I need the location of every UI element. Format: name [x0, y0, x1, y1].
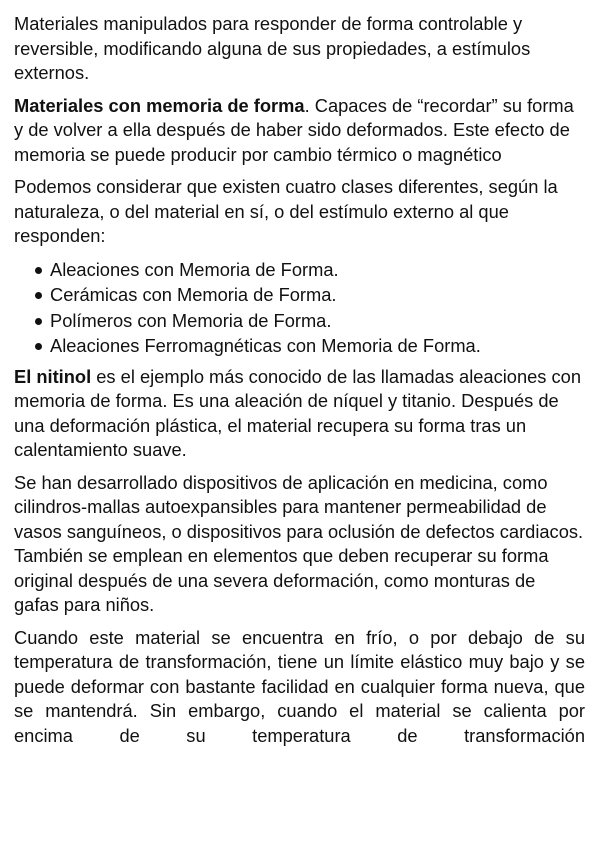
memoria-term: Materiales con memoria de forma: [14, 94, 305, 116]
list-item: Aleaciones Ferromagnéticas con Memoria de Forma.: [50, 333, 585, 359]
aplicaciones-paragraph: Se han desarrollado dispositivos de aplicación en medicina, como cilindros-mallas autoexpansibles para mantener permeabilidad de vasos sanguíneos, o dispositivos para oclusión de defectos cardiacos. También se emplean en elementos que deben recuperar su forma original después de una severa deformación, como monturas de gafas para niños.: [14, 471, 584, 615]
nitinol-paragraph: [14, 365, 585, 463]
list-item: Cerámicas con Memoria de Forma.: [50, 282, 585, 308]
memoria-text: . Capaces de “recordar” su forma y de volver a ella después de haber sido deformados. Este efecto de memoria se puede producir por cambio térmico o magnético: [14, 94, 574, 165]
frio-paragraph: Cuando este material se encuentra en frío, o por debajo de su temperatura de transformación, tiene un límite elástico muy bajo y se puede deformar con bastante facilidad en cualquier forma nueva, que se mantendrá. Sin embargo, cuando el material se calienta por encima de su temperatura de transformación: [14, 626, 585, 746]
nitinol-text: es el ejemplo más conocido de las llamadas aleaciones con memoria de forma. Es una aleación de níquel y titanio. Después de una deformación plástica, el material recupera su forma tras un calentamiento suave.: [14, 365, 581, 460]
clases-intro-paragraph: Podemos considerar que existen cuatro clases diferentes, según la naturaleza, o del material en sí, o del estímulo externo al que responden:: [14, 176, 558, 246]
memoria-paragraph: [14, 94, 585, 168]
list-item: Aleaciones con Memoria de Forma.: [50, 257, 585, 283]
clases-list: [14, 257, 585, 359]
nitinol-term: El nitinol: [14, 365, 92, 387]
intro-paragraph: Materiales manipulados para responder de forma controlable y reversible, modificando alguna de sus propiedades, a estímulos externos.: [14, 13, 531, 83]
list-item: Polímeros con Memoria de Forma.: [50, 308, 585, 334]
